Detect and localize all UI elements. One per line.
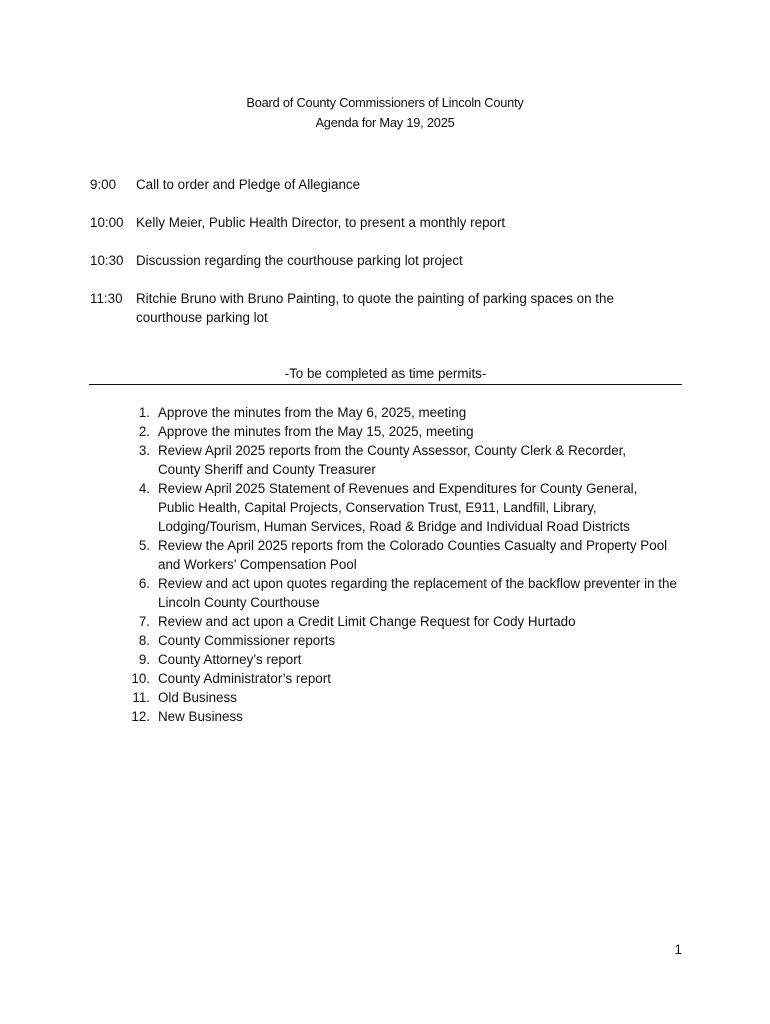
- list-item-text: Old Business: [158, 690, 237, 705]
- list-item: [110, 688, 690, 707]
- list-item-number: 3.: [138, 443, 150, 458]
- list-item-number: 11.: [132, 690, 150, 705]
- list-item: [110, 536, 690, 574]
- list-item: [110, 574, 690, 612]
- list-item: [110, 631, 690, 650]
- list-item: [110, 650, 690, 669]
- agenda-description: Ritchie Bruno with Bruno Painting, to quote the painting of parking spaces on the courthouse parking lot: [136, 291, 614, 325]
- list-item: [110, 669, 690, 688]
- list-item: [110, 441, 690, 479]
- list-item-number: 5.: [138, 538, 150, 553]
- list-item: [110, 403, 690, 422]
- time-permits-list: [110, 403, 690, 726]
- document-title: Board of County Commissioners of Lincoln County: [246, 95, 524, 110]
- document-subtitle: Agenda for May 19, 2025: [315, 115, 455, 130]
- agenda-description: Discussion regarding the courthouse parking lot project: [136, 253, 463, 268]
- list-item-text: County Commissioner reports: [158, 633, 336, 648]
- list-item-text: Review April 2025 Statement of Revenues and Expenditures for County General, Public Health, Capital Projects, Conservation Trust, E911, Landfill, Library, Lodging/Tourism, Human Services, Road & Bridge and Individual Road Districts: [158, 481, 638, 534]
- list-item-number: 1.: [138, 405, 150, 420]
- list-item: [110, 479, 690, 536]
- agenda-time: 11:30: [90, 291, 123, 306]
- list-item: [110, 707, 690, 726]
- agenda-time: 10:30: [90, 253, 124, 268]
- list-item: [110, 612, 690, 631]
- list-item-text: Review and act upon quotes regarding the replacement of the backflow preventer in the Lincoln County Courthouse: [158, 576, 677, 610]
- time-permits-heading: -To be completed as time permits-: [89, 365, 682, 385]
- list-item-number: 8.: [138, 633, 150, 648]
- list-item-number: 6.: [138, 576, 150, 591]
- page-number: 1: [674, 942, 682, 957]
- list-item-number: 4.: [138, 481, 150, 496]
- list-item-number: 12.: [131, 709, 150, 724]
- list-item-text: Approve the minutes from the May 6, 2025, meeting: [158, 405, 467, 420]
- agenda-description: Kelly Meier, Public Health Director, to present a monthly report: [136, 215, 506, 230]
- list-item-number: 9.: [138, 652, 150, 667]
- list-item-text: Approve the minutes from the May 15, 2025, meeting: [158, 424, 474, 439]
- agenda-time: 10:00: [90, 215, 124, 230]
- list-item-text: Review and act upon a Credit Limit Change Request for Cody Hurtado: [158, 614, 576, 629]
- agenda-description: Call to order and Pledge of Allegiance: [136, 177, 361, 192]
- agenda-time: 9:00: [90, 177, 117, 192]
- list-item-text: County Administrator’s report: [158, 671, 331, 686]
- list-item-text: Review April 2025 reports from the County Assessor, County Clerk & Recorder, County Sheriff and County Treasurer: [158, 443, 627, 477]
- list-item-number: 7.: [138, 614, 150, 629]
- list-item-text: Review the April 2025 reports from the Colorado Counties Casualty and Property Pool and Workers’ Compensation Pool: [158, 538, 668, 572]
- list-item-text: New Business: [158, 709, 243, 724]
- list-item-text: County Attorney’s report: [158, 652, 302, 667]
- list-item-number: 10.: [131, 671, 150, 686]
- list-item-number: 2.: [138, 424, 150, 439]
- list-item: [110, 422, 690, 441]
